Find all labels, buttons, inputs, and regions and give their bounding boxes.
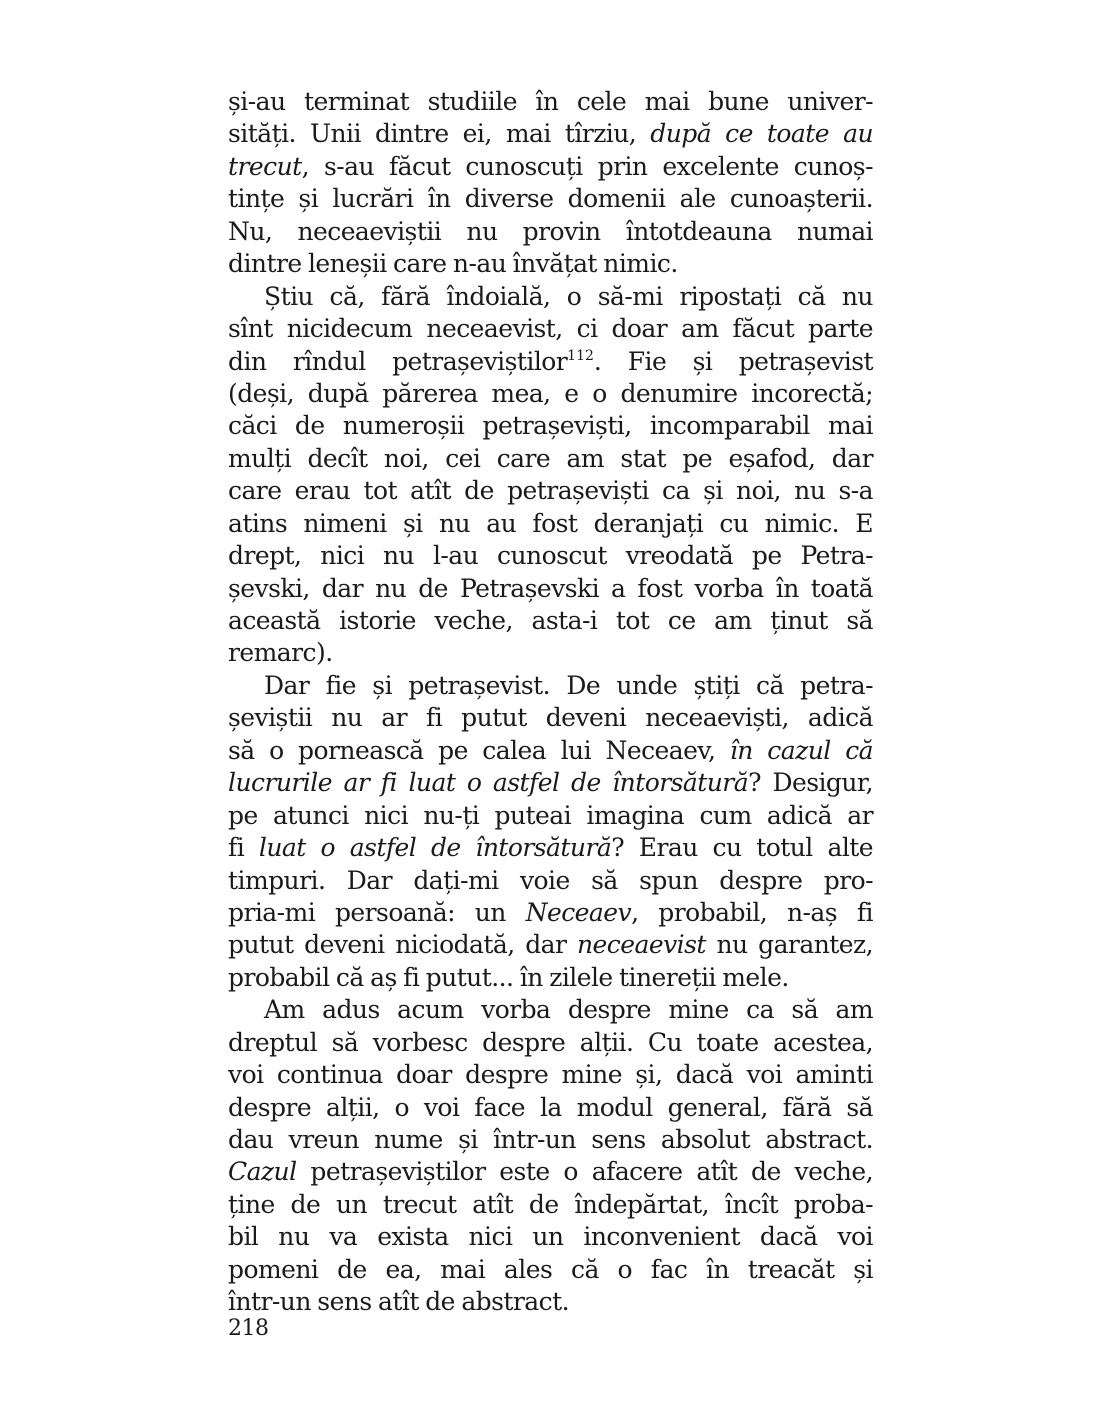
italic-text: în cazul că [729, 735, 873, 765]
paragraph [228, 670, 873, 994]
text-run: căci de numeroșii petrașeviști, incomparabil mai [228, 411, 873, 441]
text-line [228, 1124, 873, 1156]
text-line [228, 735, 873, 767]
text-run: , s-au făcut cunoscuți prin excelente cunoș- [301, 151, 873, 181]
text-run: dreptul să vorbesc despre alții. Cu toate acestea, [228, 1027, 873, 1057]
text-run: într-un sens atît de abstract. [228, 1287, 570, 1317]
text-line [228, 832, 873, 864]
italic-text: trecut [228, 151, 302, 181]
text-run: șevski, dar nu de Petrașevski a fost vorba în toată [228, 573, 873, 603]
text-line [228, 637, 873, 669]
text-run: șeviștii nu ar fi putut deveni neceaeviști, adică [228, 703, 873, 733]
text-run: ? Desigur, [748, 768, 873, 798]
text-line [228, 216, 873, 248]
text-run: mulți decît noi, cei care am stat pe eșafod, dar [228, 443, 873, 473]
text-line [228, 573, 873, 605]
text-run: care erau tot atît de petrașeviști ca și noi, nu s-a [228, 476, 873, 506]
text-line [228, 281, 873, 313]
text-run: sînt nicidecum neceaevist, ci doar am făcut parte [228, 314, 873, 344]
text-line [228, 248, 873, 280]
text-line [228, 313, 873, 345]
text-run: Nu, neceaeviștii nu provin întotdeauna numai [228, 216, 873, 246]
text-run: Știu că, fără îndoială, o să-mi ripostați că nu [264, 281, 873, 311]
text-run: voi continua doar despre mine și, dacă voi aminti [228, 1060, 873, 1090]
text-run: dau vreun nume și într-un sens absolut abstract. [228, 1125, 873, 1154]
text-line [228, 1059, 873, 1091]
text-run: pomeni de ea, mai ales că o fac în treacăt și [228, 1254, 873, 1284]
italic-text: luat o astfel de întorsătură [258, 833, 612, 863]
text-run: remarc). [228, 638, 333, 668]
text-run: (deși, după părerea mea, e o denumire incorectă; [228, 378, 873, 408]
text-run: ? Erau cu totul alte [611, 833, 874, 863]
text-run: . Fie și petrașevist [593, 346, 873, 376]
text-line [228, 378, 873, 410]
text-line [228, 475, 873, 507]
text-line [228, 540, 873, 572]
text-run: dintre leneșii care n-au învățat nimic. [228, 249, 678, 279]
text-line [228, 508, 873, 540]
text-line [228, 1092, 873, 1124]
text-line [228, 1156, 873, 1188]
text-line [228, 118, 873, 150]
body-text [228, 86, 873, 1319]
italic-text: neceaevist [577, 930, 706, 960]
italic-text: lucrurile ar fi luat o astfel de întorsătură [228, 768, 749, 798]
text-run: drept, nici nu l-au cunoscut vreodată pe Petra- [228, 541, 873, 571]
text-run: și-au terminat studiile în cele mai bune univer- [228, 87, 873, 116]
text-line [228, 670, 873, 702]
text-run: să o pornească pe calea lui Neceaev, [228, 735, 730, 765]
paragraph [228, 281, 873, 670]
text-run: sități. Unii dintre ei, mai tîrziu, [228, 119, 651, 149]
text-line [228, 151, 873, 183]
text-run: , probabil, n-aș fi [631, 897, 873, 927]
text-line [228, 897, 873, 929]
text-run: nu garantez, [705, 930, 873, 960]
text-line [228, 183, 873, 215]
text-line [228, 346, 873, 378]
text-run: pe atunci nici nu-ți puteai imagina cum adică ar [228, 800, 873, 830]
text-run: fi [228, 833, 259, 863]
text-run: pria-mi persoană: un [228, 897, 526, 927]
paragraph [228, 994, 873, 1318]
text-line [228, 1027, 873, 1059]
page-number: 218 [228, 1316, 269, 1341]
text-line [228, 702, 873, 734]
text-run: Dar fie și petrașevist. De unde știți că petra- [264, 670, 873, 700]
text-run: atins nimeni și nu au fost deranjați cu nimic. E [228, 508, 873, 538]
text-line [228, 410, 873, 442]
text-line [228, 1254, 873, 1286]
text-line [228, 1189, 873, 1221]
text-line [228, 443, 873, 475]
text-run: bil nu va exista nici un inconvenient dacă voi [228, 1222, 873, 1252]
text-run: putut deveni niciodată, dar [228, 930, 577, 960]
text-line [228, 865, 873, 897]
text-run: din rîndul petrașeviștilor [228, 346, 568, 376]
text-run: probabil că aș fi putut... în zilele tinereții mele. [228, 962, 789, 992]
text-run: timpuri. Dar dați-mi voie să spun despre pro- [228, 865, 873, 895]
paragraph [228, 86, 873, 281]
text-run: tințe și lucrări în diverse domenii ale cunoașterii. [228, 184, 873, 214]
text-line [228, 994, 873, 1026]
italic-text: Cazul [228, 1157, 297, 1187]
text-run: ține de un trecut atît de îndepărtat, încît proba- [228, 1189, 873, 1219]
text-line [228, 800, 873, 832]
text-line [228, 1286, 873, 1318]
text-line [228, 929, 873, 961]
text-line [228, 767, 873, 799]
footnote-reference: 112 [567, 347, 594, 364]
text-line [228, 962, 873, 994]
text-line [228, 86, 873, 118]
text-run: această istorie veche, asta-i tot ce am ținut să [228, 606, 873, 635]
text-line [228, 1221, 873, 1253]
text-run: despre alții, o voi face la modul general, fără să [228, 1092, 873, 1122]
text-run: petrașeviștilor este o afacere atît de veche, [296, 1157, 873, 1187]
text-run: Am adus acum vorba despre mine ca să am [264, 995, 873, 1025]
italic-text: după ce toate au [650, 119, 873, 149]
italic-text: Neceaev [525, 897, 632, 927]
text-line [228, 605, 873, 637]
